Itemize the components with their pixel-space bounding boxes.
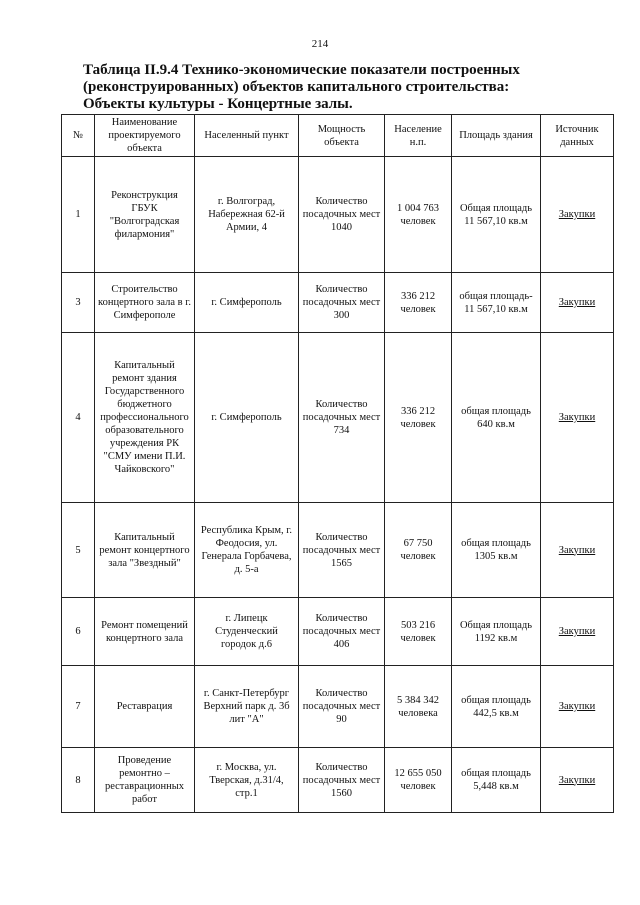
cell-capacity: Количество посадочных мест 300 [299, 273, 385, 333]
cell-capacity: Количество посадочных мест 1560 [299, 748, 385, 813]
cell-capacity: Количество посадочных мест 734 [299, 333, 385, 503]
cell-name: Капитальный ремонт здания Государственного бюджетного профессионального образовательного учреждения РК "СМУ имени П.И. Чайковского" [95, 333, 195, 503]
source-link[interactable]: Закупки [558, 626, 596, 637]
source-link[interactable]: Закупки [558, 412, 596, 423]
cell-area: общая площадь 5,448 кв.м [452, 748, 541, 813]
header-locality: Населенный пункт [195, 115, 299, 157]
cell-num: 8 [62, 748, 95, 813]
cell-num: 6 [62, 598, 95, 666]
cell-population: 12 655 050 человек [385, 748, 452, 813]
header-name: Наименование проектируемого объекта [95, 115, 195, 157]
table-row [62, 748, 614, 813]
cell-source [541, 666, 614, 748]
cell-capacity: Количество посадочных мест 1565 [299, 503, 385, 598]
table-row [62, 333, 614, 503]
cell-source [541, 157, 614, 273]
cell-locality: г. Симферополь [195, 273, 299, 333]
table-row [62, 598, 614, 666]
cell-num: 4 [62, 333, 95, 503]
table-row [62, 273, 614, 333]
cell-population: 503 216 человек [385, 598, 452, 666]
cell-area: общая площадь 442,5 кв.м [452, 666, 541, 748]
page-number: 214 [311, 38, 329, 50]
cell-area: общая площадь 1305 кв.м [452, 503, 541, 598]
cell-population: 1 004 763 человек [385, 157, 452, 273]
header-capacity: Мощность объекта [299, 115, 385, 157]
cell-num: 3 [62, 273, 95, 333]
cell-source [541, 333, 614, 503]
cell-name: Строительство концертного зала в г. Симферополе [95, 273, 195, 333]
source-link[interactable]: Закупки [558, 297, 596, 308]
data-table [61, 114, 614, 813]
header-num: № [62, 115, 95, 157]
header-source: Источник данных [541, 115, 614, 157]
cell-name: Капитальный ремонт концертного зала "Звездный" [95, 503, 195, 598]
cell-name: Ремонт помещений концертного зала [95, 598, 195, 666]
cell-capacity: Количество посадочных мест 90 [299, 666, 385, 748]
cell-population: 336 212 человек [385, 333, 452, 503]
cell-source [541, 598, 614, 666]
cell-num: 1 [62, 157, 95, 273]
cell-area: Общая площадь 1192 кв.м [452, 598, 541, 666]
cell-name: Проведение ремонтно – реставрационных работ [95, 748, 195, 813]
table-title-line-2: (реконструированных) объектов капитального строительства: [83, 79, 510, 95]
cell-locality: г. Симферополь [195, 333, 299, 503]
table-title-line-1: Таблица II.9.4 Технико-экономические показатели построенных [83, 62, 520, 78]
cell-locality: г. Санкт-Петербург Верхний парк д. 3б лит "А" [195, 666, 299, 748]
cell-locality: г. Липецк Студенческий городок д.6 [195, 598, 299, 666]
cell-population: 67 750 человек [385, 503, 452, 598]
cell-capacity: Количество посадочных мест 1040 [299, 157, 385, 273]
table-row [62, 666, 614, 748]
cell-source [541, 503, 614, 598]
cell-locality: г. Москва, ул. Тверская, д.31/4, стр.1 [195, 748, 299, 813]
cell-locality: Республика Крым, г. Феодосия, ул. Генерала Горбачева, д. 5-а [195, 503, 299, 598]
cell-capacity: Количество посадочных мест 406 [299, 598, 385, 666]
cell-name: Реставрация [95, 666, 195, 748]
cell-name: Реконструкция ГБУК "Волгоградская филармония" [95, 157, 195, 273]
source-link[interactable]: Закупки [558, 544, 596, 556]
source-link[interactable]: Закупки [558, 209, 596, 220]
source-link[interactable]: Закупки [558, 701, 596, 712]
cell-population: 336 212 человек [385, 273, 452, 333]
header-area: Площадь здания [452, 115, 541, 157]
source-link[interactable]: Закупки [558, 774, 596, 786]
cell-num: 5 [62, 503, 95, 598]
cell-population: 5 384 342 человека [385, 666, 452, 748]
cell-source [541, 748, 614, 813]
header-population: Население н.п. [385, 115, 452, 157]
table-title [83, 62, 583, 113]
header-row [62, 115, 614, 157]
table-row [62, 157, 614, 273]
cell-area: общая площадь 640 кв.м [452, 333, 541, 503]
cell-locality: г. Волгоград, Набережная 62-й Армии, 4 [195, 157, 299, 273]
cell-area: Общая площадь 11 567,10 кв.м [452, 157, 541, 273]
table-title-line-3: Объекты культуры - Концертные залы. [83, 96, 353, 112]
cell-num: 7 [62, 666, 95, 748]
cell-source [541, 273, 614, 333]
table-row [62, 503, 614, 598]
cell-area: общая площадь- 11 567,10 кв.м [452, 273, 541, 333]
